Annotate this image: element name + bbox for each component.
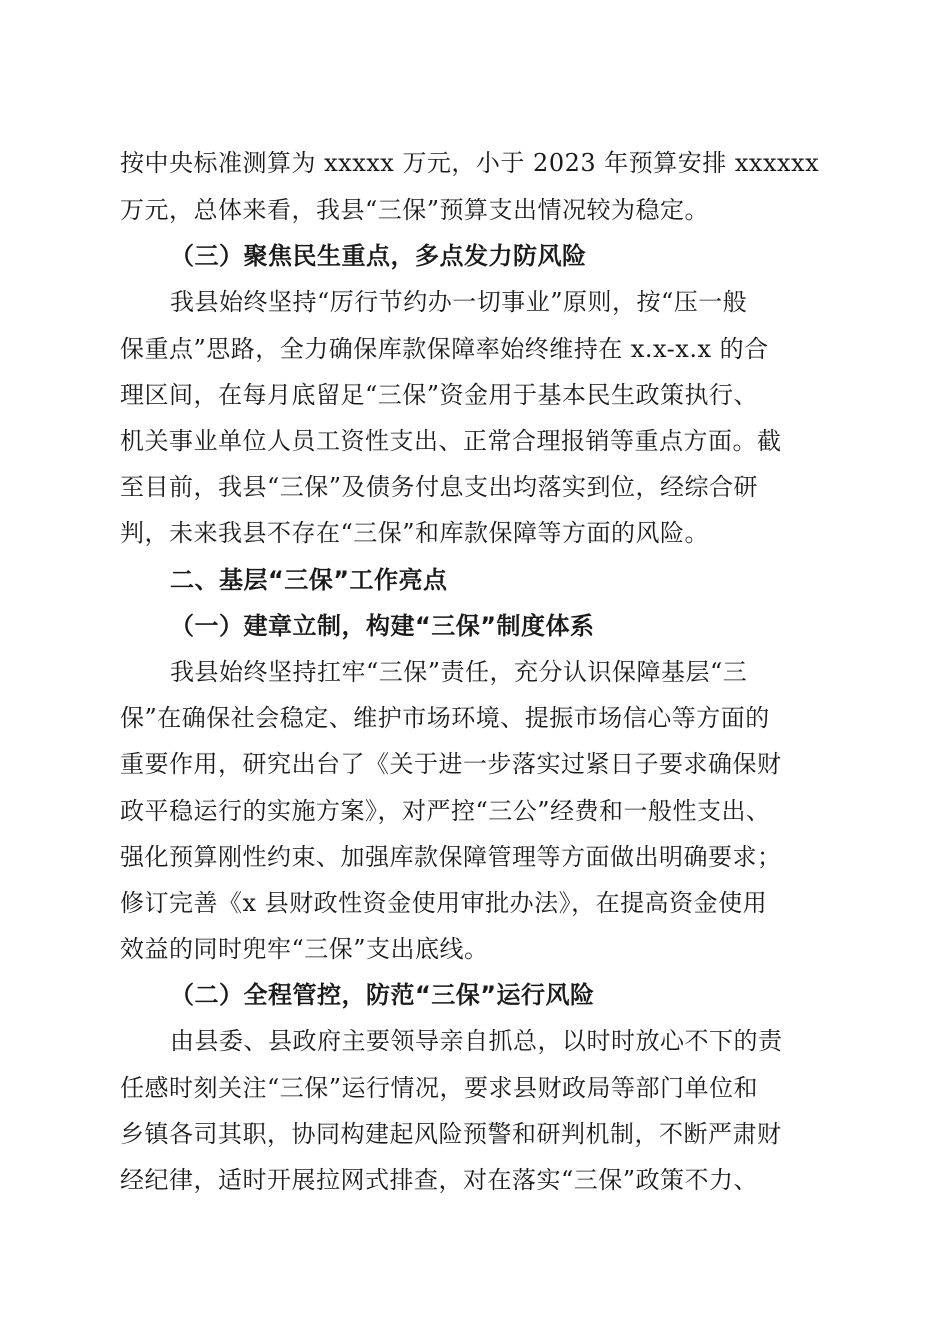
section-subheading-3: （三）聚焦民生重点，多点发力防风险 [170,242,587,270]
body-text-line: 强化预算刚性约束、加强库款保障管理等方面做出明确要求； [120,843,782,871]
body-text-line: 保重点”思路，全力确保库款保障率始终维持在 x.x-x.x 的合 [120,335,769,363]
section-subheading-1: （一）建章立制，构建“三保”制度体系 [170,612,595,640]
body-text-line: 至目前，我县“三保”及债务付息支出均落实到位，经综合研 [120,473,759,501]
body-text-line: 判，未来我县不存在“三保”和库款保障等方面的风险。 [120,519,710,547]
body-text-line: 经纪律，适时开展拉网式排查，对在落实“三保”政策不力、 [120,1166,759,1194]
section-heading-2: 二、基层“三保”工作亮点 [170,566,448,594]
body-text-line: 政平稳运行的实施方案》，对严控“三公”经费和一般性支出、 [120,797,771,825]
section-subheading-2: （二）全程管控，防范“三保”运行风险 [170,981,595,1009]
body-text-line: 机关事业单位人员工资性支出、正常合理报销等重点方面。截 [120,427,782,455]
body-text-line: 任感时刻关注“三保”运行情况，要求县财政局等部门单位和 [120,1074,759,1102]
body-text-line: 乡镇各司其职，协同构建起风险预警和研判机制，不断严肃财 [120,1120,782,1148]
body-text-line: 保”在确保社会稳定、维护市场环境、提振市场信心等方面的 [120,704,770,732]
body-text-line: 我县始终坚持“厉行节约办一切事业”原则，按“压一般 [170,288,748,316]
body-text-line: 重要作用，研究出台了《关于进一步落实过紧日子要求确保财 [120,750,782,778]
body-text-line: 万元，总体来看，我县“三保”预算支出情况较为稳定。 [120,196,710,224]
body-text-line: 修订完善《x 县财政性资金使用审批办法》，在提高资金使用 [120,889,768,917]
body-text-line: 按中央标准测算为 xxxxx 万元，小于 2023 年预算安排 xxxxxx [120,149,820,177]
body-text-line: 我县始终坚持扛牢“三保”责任，充分认识保障基层“三 [170,658,748,686]
body-text-line: 由县委、县政府主要领导亲自抓总，以时时放心不下的责 [170,1027,783,1055]
body-text-line: 理区间，在每月底留足“三保”资金用于基本民生政策执行、 [120,381,759,409]
body-text-line: 效益的同时兜牢“三保”支出底线。 [120,935,489,963]
